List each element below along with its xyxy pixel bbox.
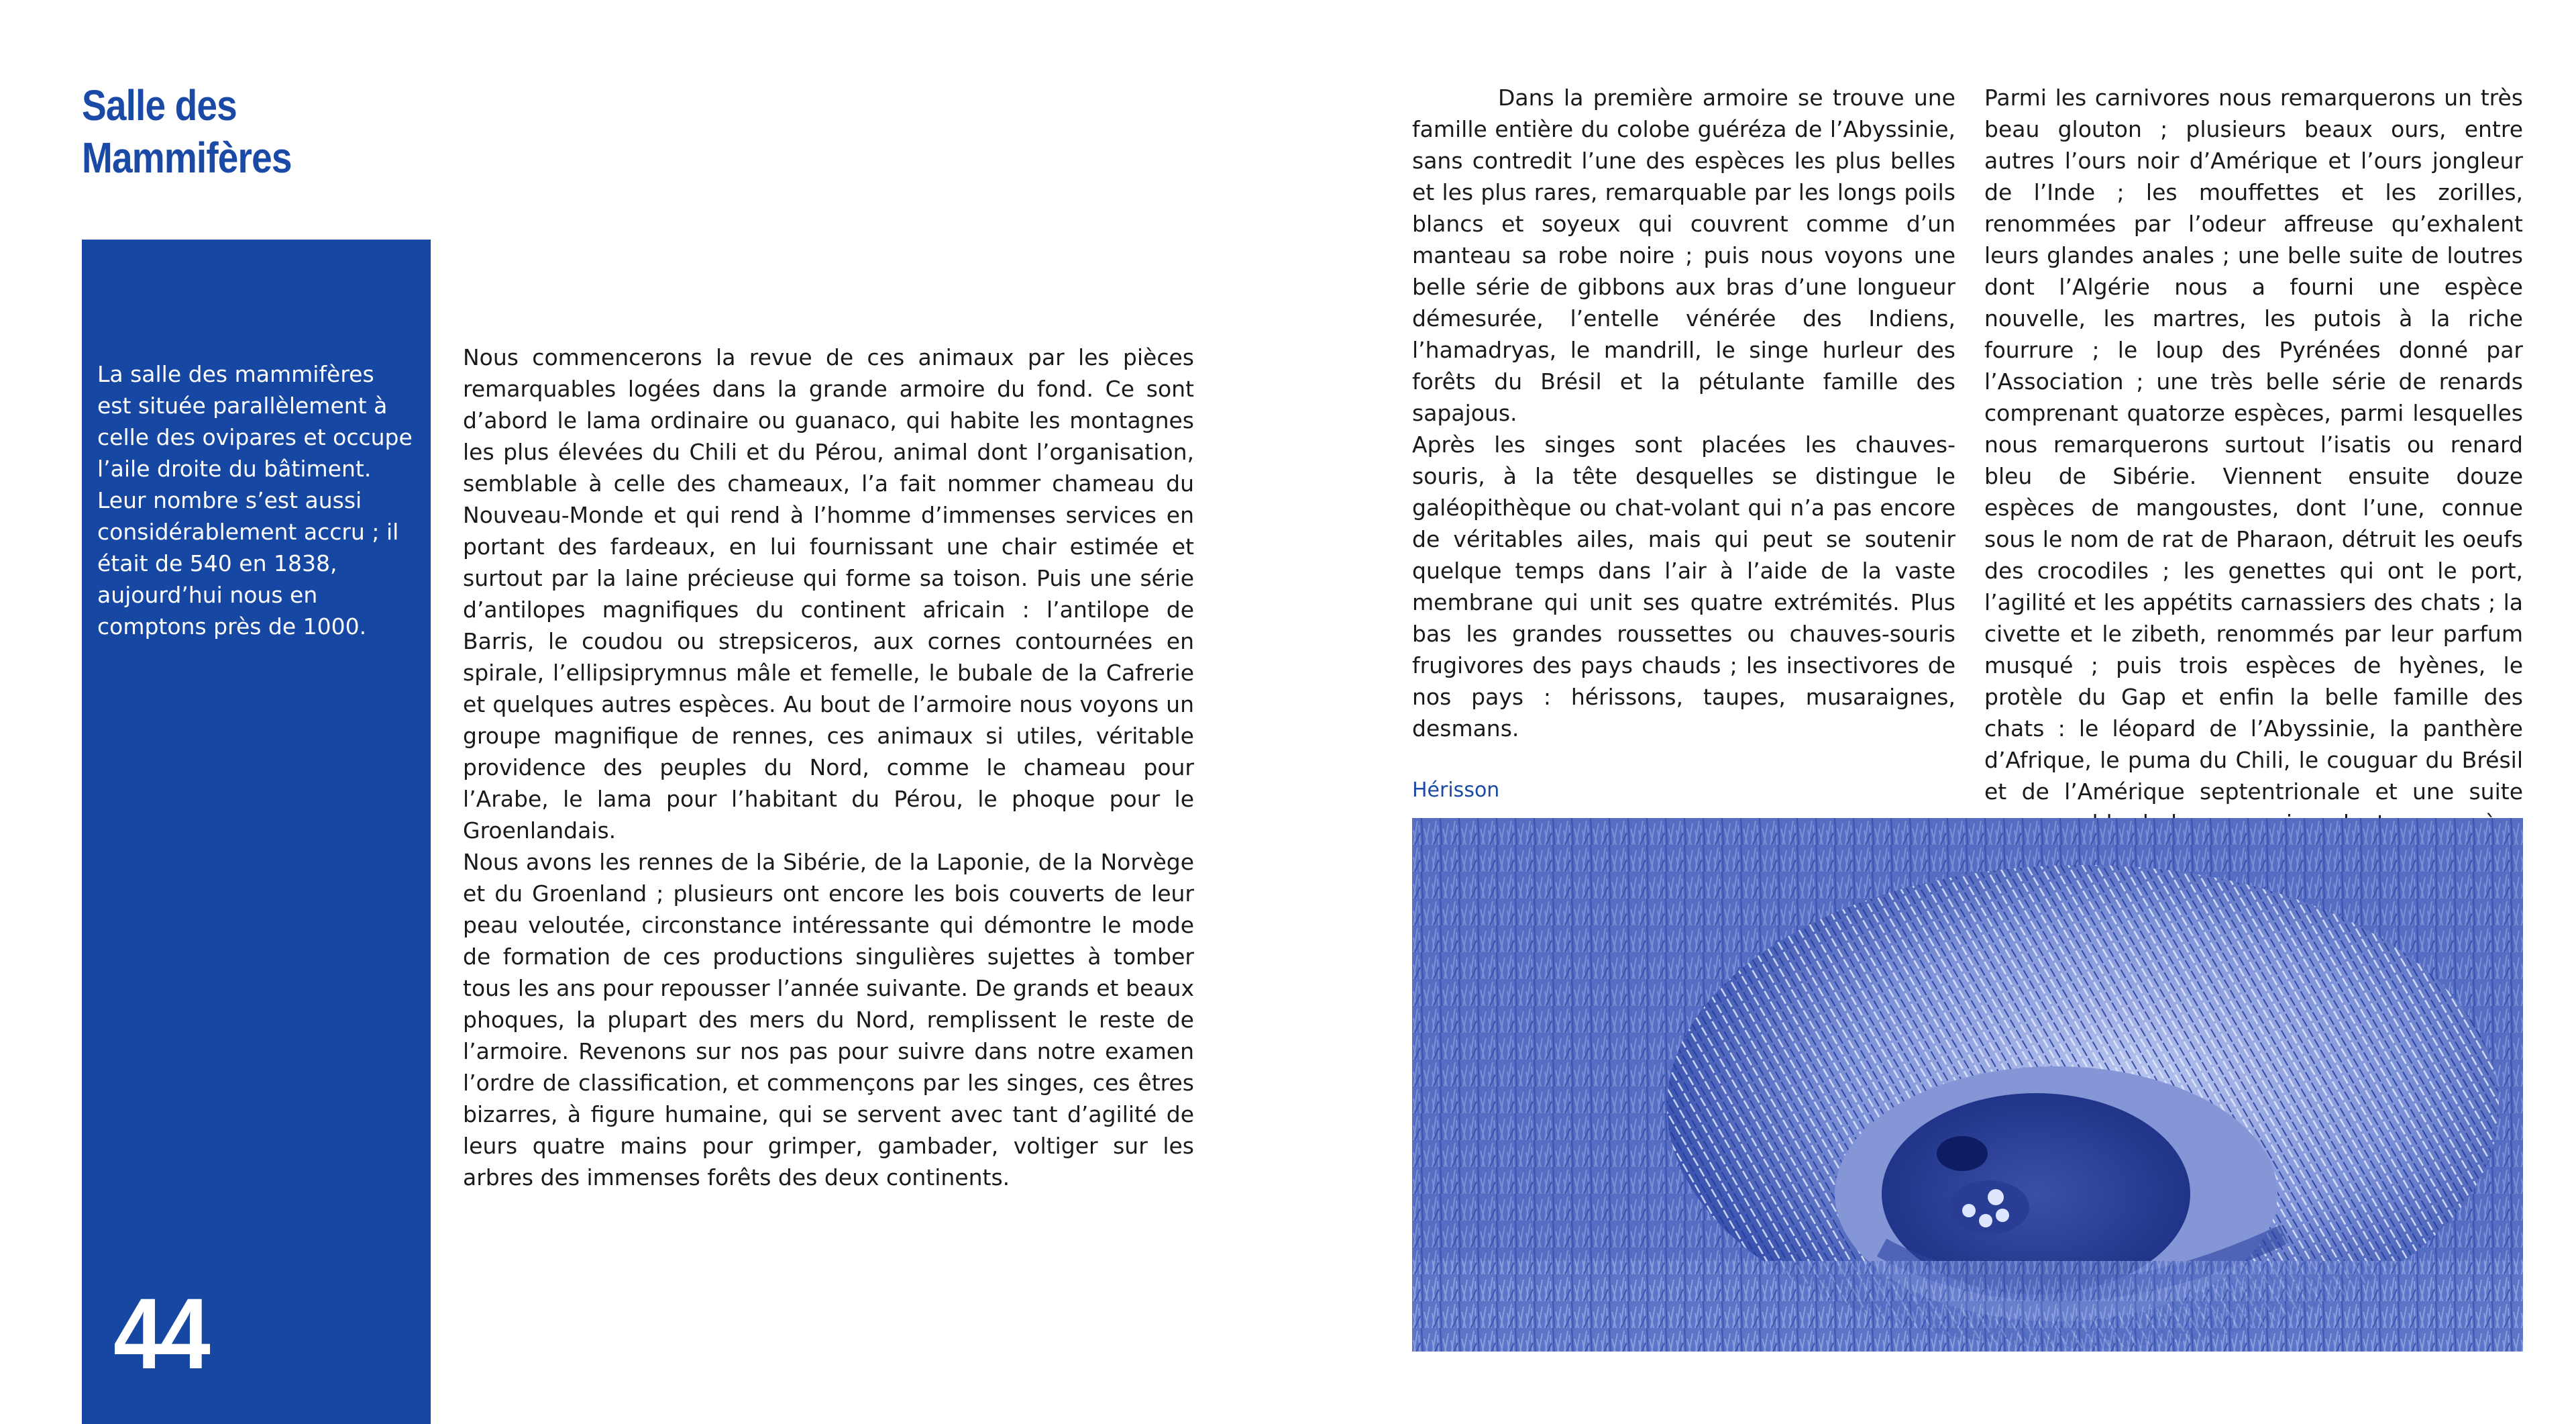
paragraph: Après les singes sont placées les chauves-souris, à la tête desquelles se distingue le galéopithèque ou chat-volant qui n’a pas encore de véritables ailes, mais qui peut se soutenir quelque temps dans l’air à l’aide de la vaste membrane qui unit ses quatre extrémités. Plus bas les grandes roussettes ou chauves-souris frugivores des pays chauds ; les insectivores de nos pays : hérissons, taupes, musaraignes, desmans. bbox=[1412, 431, 1955, 742]
hedgehog-photo bbox=[1412, 818, 2523, 1352]
paragraph: Nous avons les rennes de la Sibérie, de la Laponie, de la Norvège et du Groenland ; plusieurs ont encore les bois couverts de leur peau veloutée, circonstance intéressante qui démontre le mode de formation de ces productions singulières sujettes à tomber tous les ans pour repousser l’année suivante. De grands et beaux phoques, la plupart des mers du Nord, remplissent le reste de l’armoire. Revenons sur nos pas pour suivre dans notre examen l’ordre de classification, et commençons par les singes, ces êtres bizarres, à figure humaine, qui se servent avec tant d’agilité de leurs quatre mains pour grimper, gambader, voltiger sur les arbres des immenses forêts des deux continents. bbox=[463, 849, 1194, 1190]
page-title-line-2: Mammifères bbox=[82, 134, 292, 182]
sidebar-intro-text: La salle des mammifères est située parallèlement à celle des ovipares et occupe l’aile droite du bâtiment. Leur nombre s’est aussi considérablement accru ; il était de 540 en 1838, aujourd’hui nous en comptons près de 1000. bbox=[97, 361, 413, 640]
sidebar-band bbox=[82, 240, 431, 1424]
paragraph: Nous commencerons la revue de ces animaux par les pièces remarquables logées dans la grande armoire du fond. Ce sont d’abord le lama ordinaire ou guanaco, qui habite les montagnes les plus élevées du Chili et du Pérou, animal dont l’organisation, semblable à celle des chameaux, l’a fait nommer chameau du Nouveau-Monde et qui rend à l’homme d’immenses services en portant des fardeaux, en lui fournissant une chair estimée et surtout par la laine précieuse qui forme sa toison. Puis une série d’antilopes magnifiques du continent africain : l’antilope de Barris, le coudou ou strepsiceros, aux cornes contournées en spirale, l’ellipsiprymnus mâle et femelle, le bubale de la Cafrerie et quelques autres espèces. Au bout de l’armoire nous voyons un groupe magnifique de rennes, ces animaux si utiles, véritable providence des peuples du Nord, comme le chameau pour l’Arabe, le lama pour l’habitant du Pérou, le phoque pour le Groenlandais. bbox=[463, 344, 1194, 844]
page-title bbox=[82, 79, 382, 184]
page-title-line-1: Salle des bbox=[82, 81, 237, 130]
text-column-3 bbox=[1984, 82, 2523, 870]
page-number: 44 bbox=[113, 1277, 207, 1390]
hedgehog-illustration bbox=[1412, 818, 2523, 1352]
paragraph: Parmi les carnivores nous remarquerons un très beau glouton ; plusieurs beaux ours, entre autres l’ours noir d’Amérique et l’ours jongleur de l’Inde ; les mouffettes et les zorilles, renommées par l’odeur affreuse qu’exhalent leurs glandes anales ; une belle suite de loutres dont l’Algérie nous a fourni une espèce nouvelle, les martres, les putois à la riche fourrure ; le loup des Pyrénées donné par l’Association ; une très belle série de renards comprenant quatorze espèces, parmi lesquelles nous remarquerons surtout l’isatis ou renard bleu de Sibérie. Viennent ensuite douze espèces de mangoustes, dont l’une, connue sous le nom de rat de Pharaon, détruit les oeufs des crocodiles ; les genettes qui ont le port, l’agilité et les appétits carnassiers des chats ; la civette et le zibeth, renommés par leur parfum musqué ; puis trois espèces de hyènes, le protèle du Gap et enfin la belle famille des chats : le léopard de l’Abyssinie, la panthère d’Afrique, le puma du Chili, le couguar du Brésil et de l’Amérique septentrionale et une suite bbox=[1984, 85, 2523, 805]
text-column-1 bbox=[463, 342, 1194, 1193]
paragraph: Dans la première armoire se trouve une famille entière du colobe guéréza de l’Abyssinie, sans contredit l’une des espèces les plus belles et les plus rares, remarquable par les longs poils blancs et soyeux qui couvrent comme d’un manteau sa robe noire ; puis nous voyons une belle série de gibbons aux bras d’une longueur démesurée, l’entelle vénérée des Indiens, l’hamadryas, le mandrill, le singe hurleur des forêts du Brésil et la pétulante famille des sapajous. bbox=[1412, 85, 1955, 426]
text-column-2 bbox=[1412, 82, 1955, 744]
photo-caption: Hérisson bbox=[1412, 778, 1500, 802]
